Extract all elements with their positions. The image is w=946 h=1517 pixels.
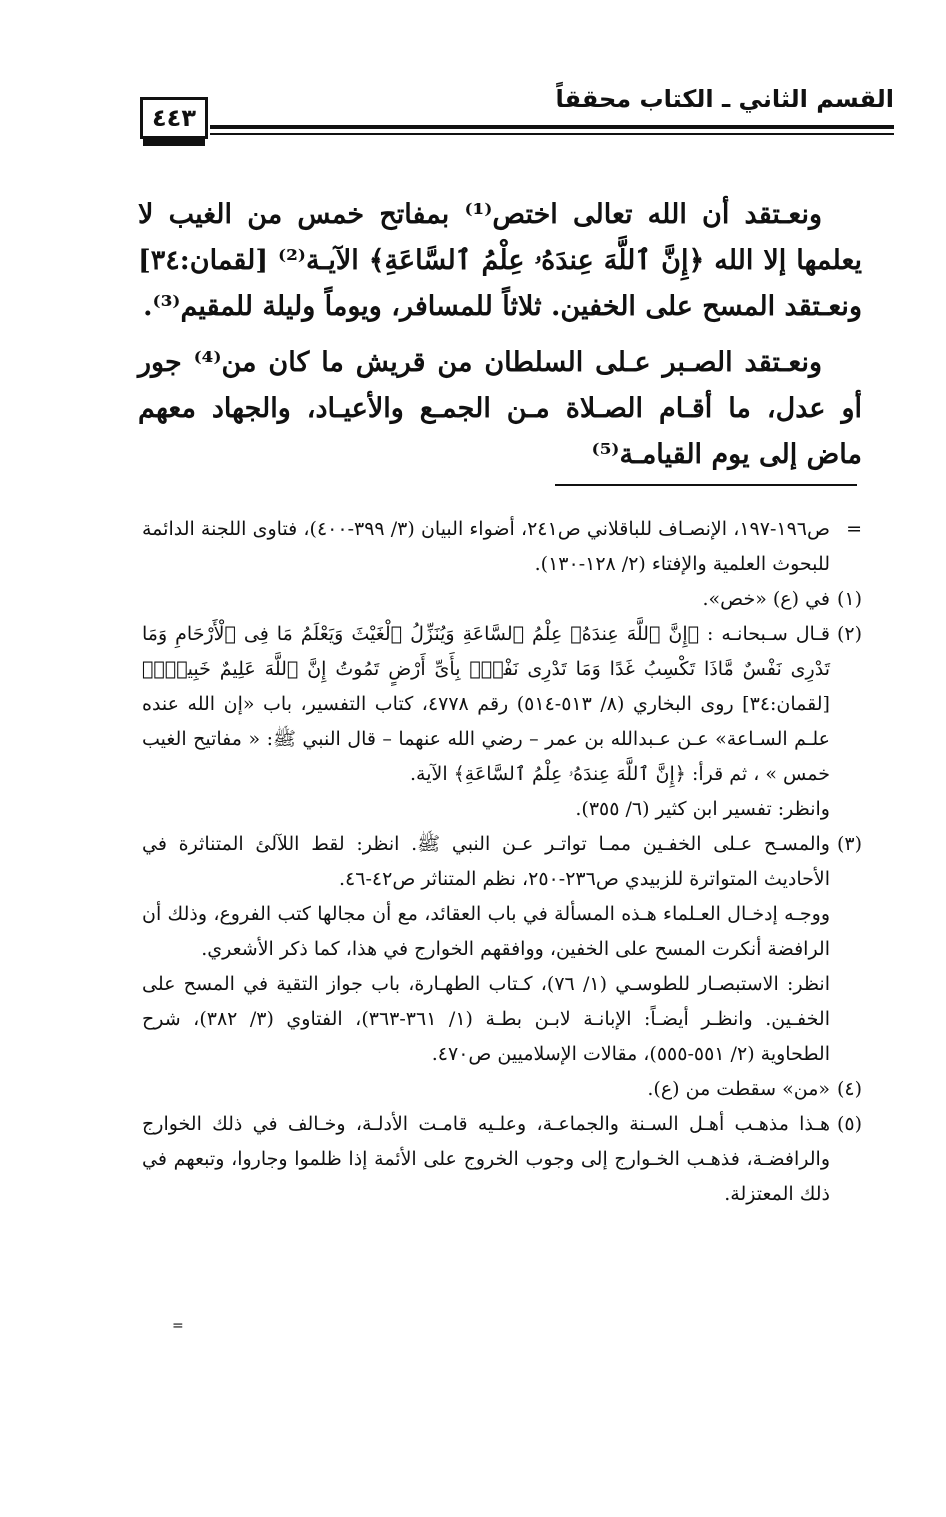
- footnote-continuation: [142, 792, 862, 827]
- continuation-marker: =: [172, 1318, 184, 1334]
- footnote-text: والمسـح عـلى الخفـين ممـا تواتـر عـن النبي ﷺ. انظر: لقط اللآلئ المتناثرة في الأحاديث المتواترة للزبيدي ص٢٣٦-٢٥٠، نظم المتناثر ص٤٢-٤٦.: [142, 833, 830, 890]
- footnote-label: (٥): [836, 1113, 862, 1135]
- footnote-label: (١): [836, 588, 862, 610]
- footnote-text: ووجـه إدخـال العـلماء هـذه المسألة في باب العقائد، مع أن مجالها كتب الفروع، وذلك أن الرافضة أنكرت المسح على الخفين، ووافقهم الخوارج في هذا، كما ذكر الأشعري.: [142, 903, 830, 960]
- page-number-shadow: [143, 138, 205, 146]
- footnote: [142, 1072, 862, 1107]
- footnote-text: قـال سـبحانـه : ﴿إِنَّ ٱللَّهَ عِندَهُۥ عِلْمُ ٱلسَّاعَةِ وَيُنَزِّلُ ٱلْغَيْثَ وَيَعْلَمُ مَا فِى ٱلْأَرْحَامِ وَمَا تَدْرِى نَفْسٌ مَّاذَا تَكْسِبُ غَدًا وَمَا تَدْرِى نَفْسٌۢ بِأَىِّ أَرْضٍ تَمُوتُ إِنَّ ٱللَّهَ عَلِيمٌ خَبِيرٌۢ﴾ [لقمان:٣٤] روى البخاري (٨/ ٥١٣-٥١٤) رقم ٤٧٧٨، كتاب التفسير، باب «إن الله عنده علـم السـاعة» عـن عـبدالله بن عمر – رضي الله عنهما – قال النبي ﷺ: « مفاتيح الغيب خمس » ، ثم قرأ: ﴿إِنَّ ٱللَّهَ عِندَهُۥ عِلْمُ ٱلسَّاعَةِ﴾ الآية.: [142, 623, 830, 785]
- footnote-text: «من» سقطت من (ع).: [647, 1078, 830, 1100]
- page-number-box: [140, 97, 208, 139]
- main-paragraph: ونعـتقد الصـبر عـلى السلطان من قريش ما كان من⁽⁴⁾ جور أو عدل، ما أقـام الصـلاة مـن الجمـع والأعيـاد، والجهاد معهم ماض إلى يوم القيامـة⁽⁵⁾: [138, 347, 862, 470]
- footnote-separator: [555, 484, 857, 486]
- footnote-text: ص١٩٦-١٩٧، الإنصـاف للباقلاني ص٢٤١، أضواء البيان (٣/ ٣٩٩-٤٠٠)، فتاوى اللجنة الدائمة للبحوث العلمية والإفتاء (٢/ ١٢٨-١٣٠).: [142, 518, 830, 575]
- main-text: [138, 192, 862, 488]
- footnote: [142, 617, 862, 792]
- page-header: [140, 85, 894, 157]
- footnote-text: في (ع) «خص».: [702, 588, 830, 610]
- footnote-label: (٢): [836, 623, 862, 645]
- footnote-label: =: [846, 518, 862, 540]
- footnote-label: (٤): [836, 1078, 862, 1100]
- footnote: [142, 512, 862, 582]
- footnote-text: وانظر: تفسير ابن كثير (٦/ ٣٥٥).: [575, 798, 830, 820]
- footnote-text: هـذا مذهـب أهـل السـنة والجماعـة، وعلـيه قامـت الأدلـة، وخـالف في ذلك الخوارج والرافضـة، فذهـب الخـوارج إلى وجوب الخروج على الأئمة إذا ظلموا وجاروا، وتبعهم في ذلك المعتزلة.: [142, 1113, 830, 1205]
- page-number: ٤٤٣: [152, 104, 196, 132]
- running-title: القسم الثاني ـ الكتاب محققاً: [555, 85, 894, 113]
- footnote: [142, 1107, 862, 1212]
- footnotes: [142, 512, 862, 1212]
- header-rule-thin: [210, 133, 894, 135]
- footnote: [142, 827, 862, 897]
- header-rule-thick: [210, 125, 894, 129]
- footnote-label: (٣): [836, 833, 862, 855]
- footnote-text: انظر: الاستبصـار للطوسـي (١/ ٧٦)، كـتاب الطهـارة، باب جواز التقية في المسح على الخفـين. وانظـر أيضـاً: الإبانـة لابـن بطـة (١/ ٣٦١-٣٦٣)، الفتاوي (٣/ ٣٨٢)، شرح الطحاوية (٢/ ٥٥١-٥٥٥)، مقالات الإسلاميين ص٤٧٠.: [142, 973, 830, 1065]
- main-paragraph: ونعـتقد أن الله تعالى اختص⁽¹⁾ بمفاتح خمس من الغيب لا يعلمها إلا الله ﴿إِنَّ ٱللَّهَ عِندَهُۥ عِلْمُ ٱلسَّاعَةِ﴾ الآيـة⁽²⁾ [لقمان:٣٤] ونعـتقد المسح على الخفين. ثلاثاً للمسافر، ويوماً وليلة للمقيم⁽³⁾.: [138, 199, 862, 322]
- footnote-continuation: [142, 897, 862, 967]
- footnote: [142, 582, 862, 617]
- footnote-continuation: [142, 967, 862, 1072]
